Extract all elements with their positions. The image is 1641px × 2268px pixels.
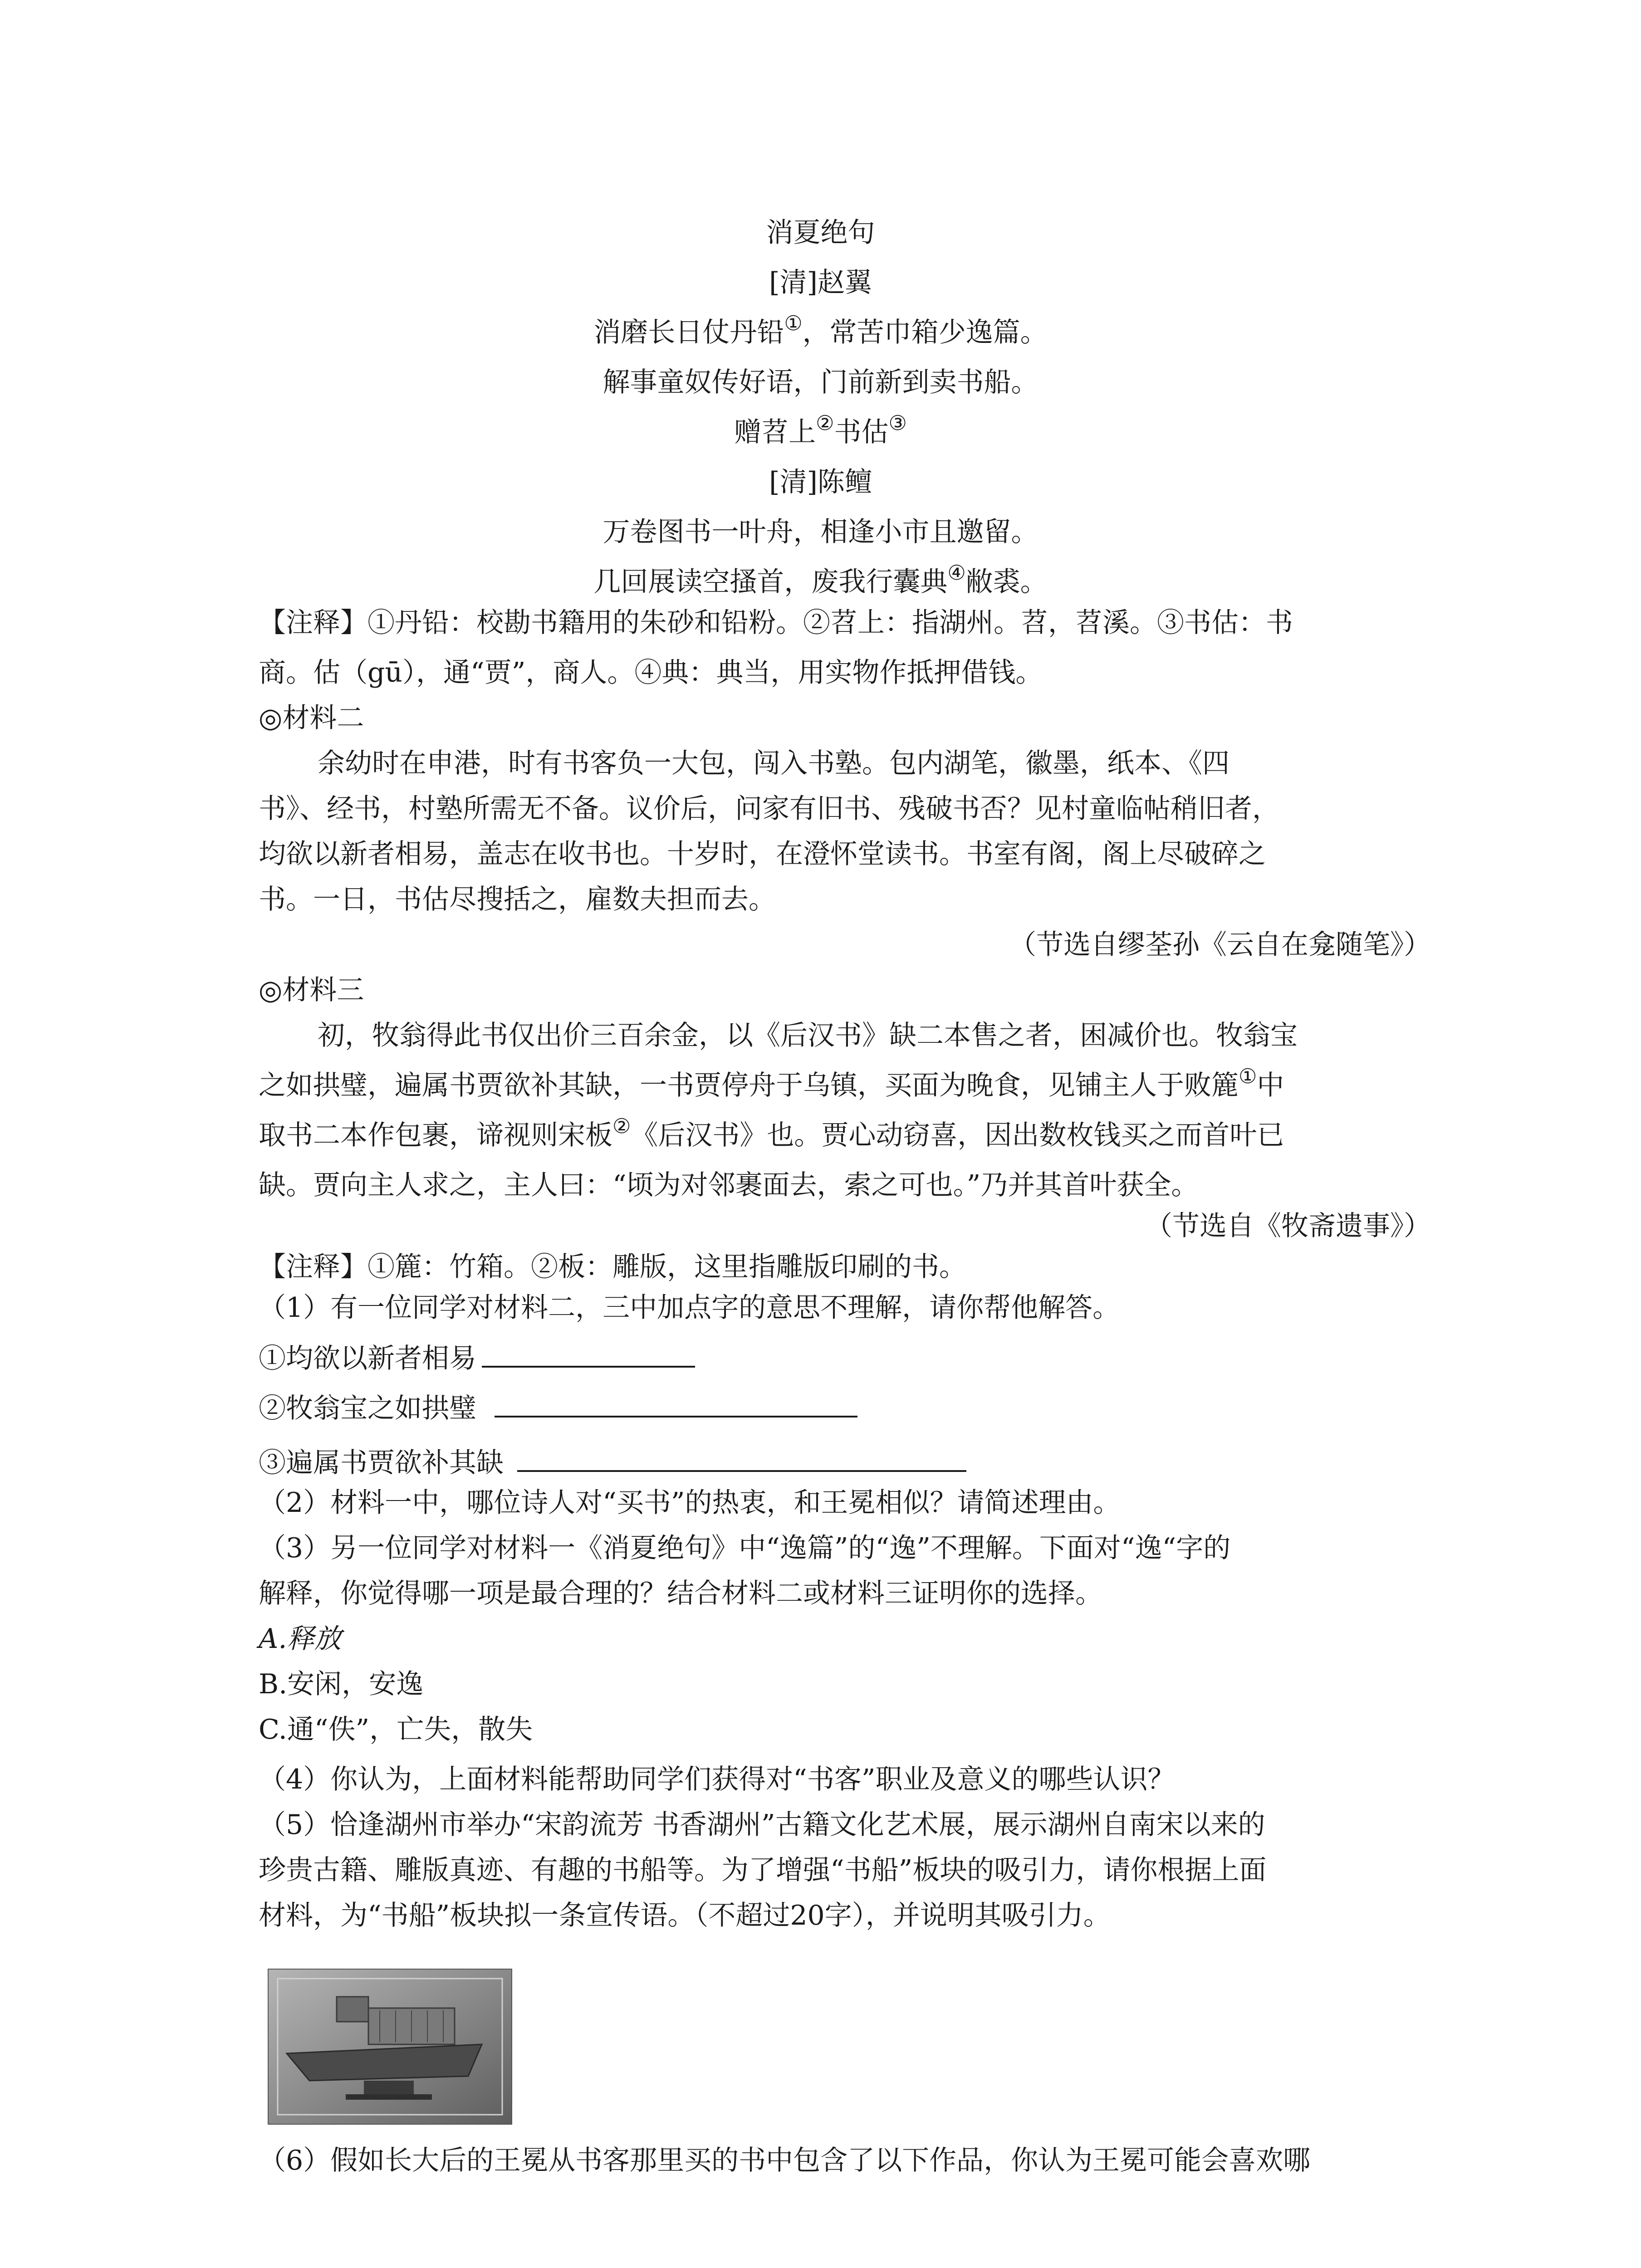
notes2: 【注释】①簏：竹箱。②板：雕版，这里指雕版印刷的书。 — [259, 1251, 966, 1283]
material2-line: 余幼时在申港，时有书客负一大包，闯入书塾。包内湖笔，徽墨，纸本、《四 — [318, 748, 1230, 779]
question-1-item-3: ③遍属书贾欲补其缺 — [259, 1444, 966, 1476]
question-3-line1: （3）另一位同学对材料一《消夏绝句》中“逸篇”的“逸”不理解。下面对“逸“字的 — [259, 1532, 1231, 1564]
book-boat-photo — [268, 1969, 512, 2125]
material3-line4: 缺。贾向主人求之，主人曰：“顷为对邻裹面去，索之可也。”乃并其首叶获全。 — [259, 1169, 1199, 1201]
question-5-line2: 珍贵古籍、雕版真迹、有趣的书船等。为了增强“书船”板块的吸引力，请你根据上面 — [259, 1854, 1267, 1886]
poem1-author: [清]赵翼 — [769, 267, 872, 298]
poem1-title: 消夏绝句 — [766, 217, 875, 249]
question-2: （2）材料一中，哪位诗人对“买书”的热衷，和王冕相似？请简述理由。 — [259, 1487, 1121, 1519]
poem2-author: [清]陈鳣 — [769, 466, 872, 498]
material2-source: （节选自缪荃孙《云自在龛随笔》） — [1009, 929, 1431, 961]
question-3-line2: 解释，你觉得哪一项是最合理的？结合材料二或材料三证明你的选择。 — [259, 1578, 1102, 1609]
material2-line: 均欲以新者相易，盖志在收书也。十岁时，在澄怀堂读书。书室有阁，阁上尽破碎之 — [259, 838, 1266, 870]
boat-model-image — [269, 1970, 511, 2124]
question-1-item-2: ②牧翁宝之如拱璧 — [259, 1389, 857, 1422]
poem2-title: 赠苕上②书估③ — [734, 411, 907, 448]
option-c: C.通“佚”，亡失，散失 — [259, 1714, 533, 1745]
material3-source: （节选自《牧斋遗事》） — [1145, 1210, 1431, 1242]
answer-blank-3[interactable] — [517, 1444, 966, 1472]
notes1-line2: 商。估（gū），通“贾”，商人。④典：典当，用实物作抵押借钱。 — [259, 657, 1043, 689]
material3-line2: 之如拱璧，遍属书贾欲补其缺，一书贾停舟于乌镇，买面为晚食，见铺主人于败簏①中 — [259, 1064, 1284, 1101]
material2-line: 书。一日，书估尽搜括之，雇数夫担而去。 — [259, 884, 776, 915]
material2-heading: ◎材料二 — [259, 702, 364, 734]
poem2-line2: 几回展读空搔首，废我行囊典④敝裘。 — [593, 561, 1048, 598]
question-1: （1）有一位同学对材料二，三中加点字的意思不理解，请你帮他解答。 — [259, 1292, 1120, 1324]
poem1-line1: 消磨长日仗丹铅①，常苦巾箱少逸篇。 — [593, 311, 1048, 348]
notes1-line1: 【注释】①丹铅：校勘书籍用的朱砂和铅粉。②苕上：指湖州。苕，苕溪。③书估：书 — [259, 607, 1293, 639]
answer-blank-2[interactable] — [495, 1389, 857, 1418]
material3-heading: ◎材料三 — [259, 974, 364, 1006]
option-a: A.释放 — [259, 1623, 342, 1655]
answer-blank-1[interactable] — [482, 1339, 695, 1368]
option-b: B.安闲，安逸 — [259, 1668, 424, 1700]
question-5-line1: （5）恰逢湖州市举办“宋韵流芳 书香湖州”古籍文化艺术展，展示湖州自南宋以来的 — [259, 1809, 1265, 1841]
poem2-line1: 万卷图书一叶舟，相逢小市且邀留。 — [603, 516, 1038, 548]
question-5-line3: 材料，为“书船”板块拟一条宣传语。（不超过20字），并说明其吸引力。 — [259, 1900, 1111, 1931]
question-1-item-1: ①均欲以新者相易 — [259, 1339, 695, 1372]
material3-line3: 取书二本作包裹，谛视则宋板②《后汉书》也。贾心动窃喜，因出数枚钱买之而首叶已 — [259, 1114, 1284, 1151]
question-4: （4）你认为，上面材料能帮助同学们获得对“书客”职业及意义的哪些认识？ — [259, 1764, 1175, 1795]
poem1-line2: 解事童奴传好语，门前新到卖书船。 — [603, 367, 1038, 398]
material3-line1: 初，牧翁得此书仅出价三百余金，以《后汉书》缺二本售之者，困减价也。牧翁宝 — [318, 1020, 1298, 1051]
material2-line: 书》、经书，村塾所需无不备。议价后，问家有旧书、残破书否？见村童临帖稍旧者， — [259, 793, 1279, 825]
question-6: （6）假如长大后的王冕从书客那里买的书中包含了以下作品，你认为王冕可能会喜欢哪 — [259, 2145, 1311, 2176]
